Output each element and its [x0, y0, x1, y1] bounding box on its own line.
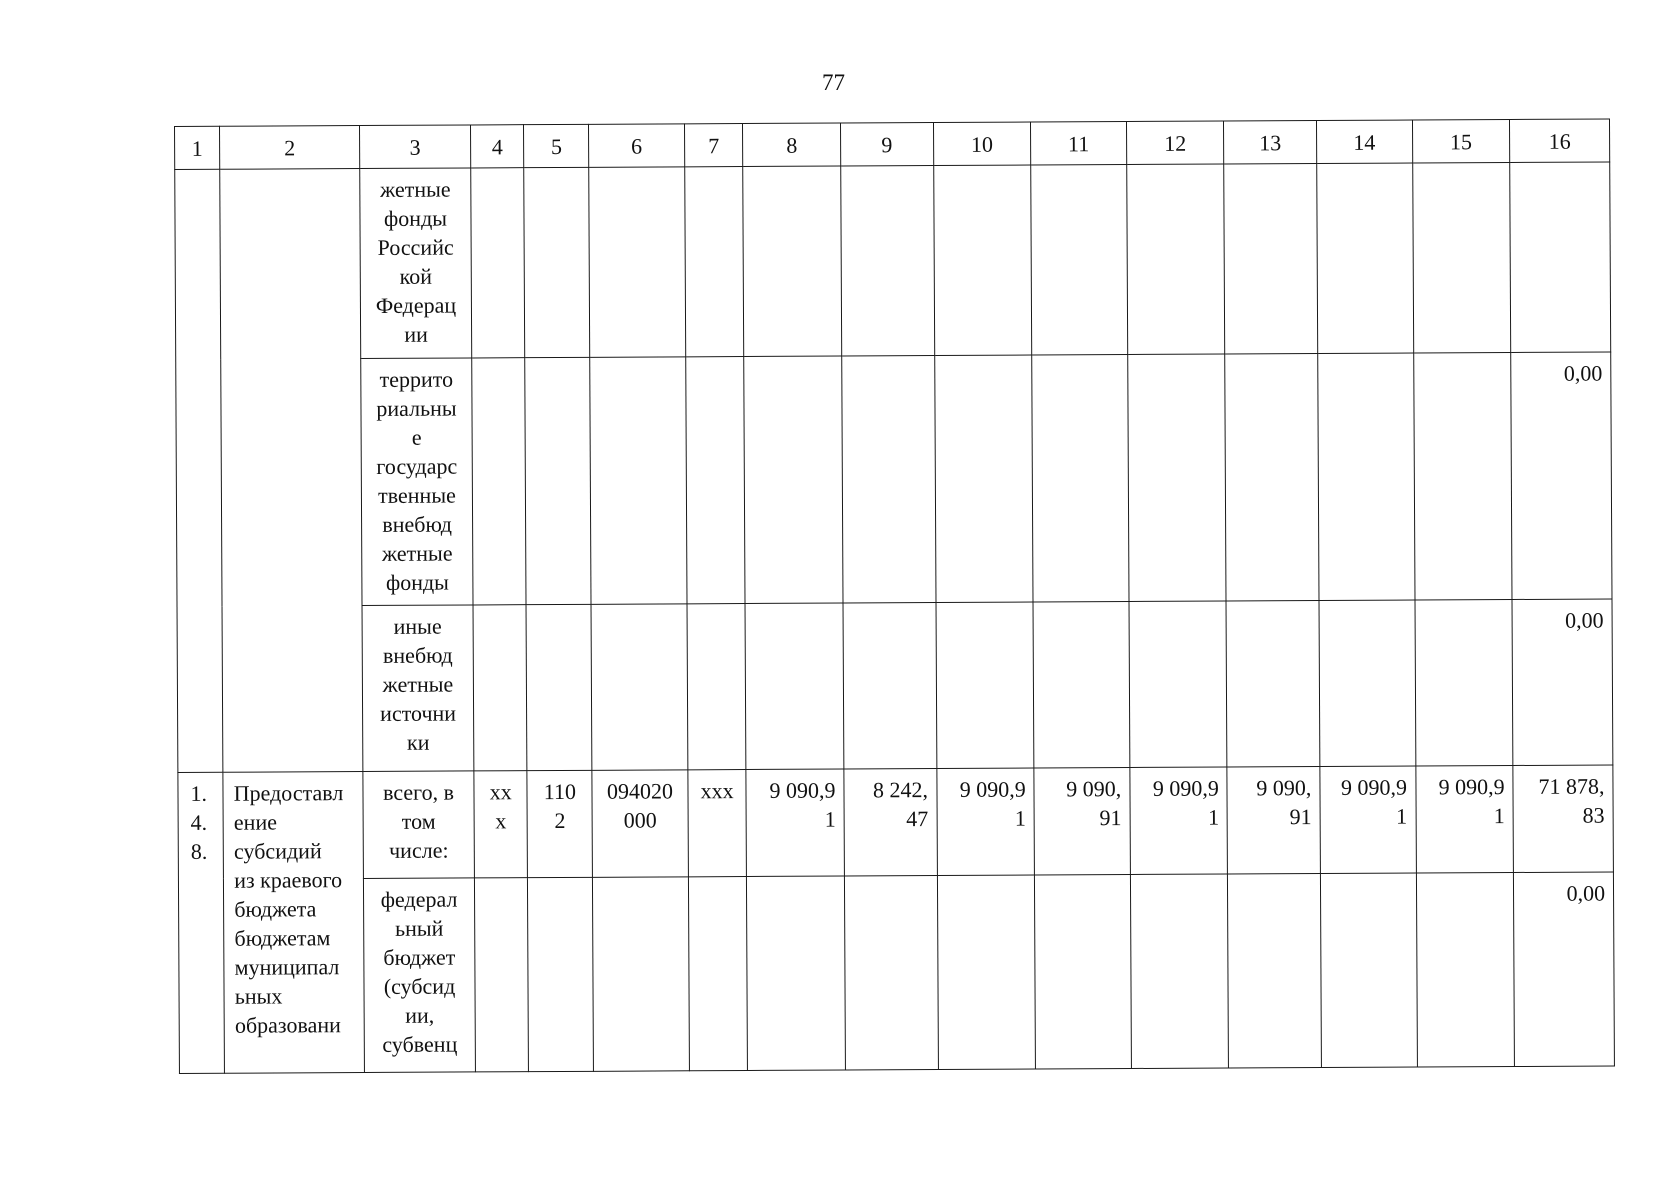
data-cell [747, 876, 846, 1071]
data-cell: 9 090,9 1 [1130, 767, 1228, 874]
data-cell [743, 166, 842, 357]
column-header-3: 3 [360, 125, 471, 169]
source-cell: иные внебюд жетные источни ки [362, 605, 474, 771]
data-cell [1035, 874, 1132, 1069]
data-cell: 8 242, 47 [844, 769, 937, 876]
data-cell [687, 604, 746, 770]
column-header-7: 7 [684, 124, 743, 167]
table-row [176, 352, 1612, 607]
column-header-9: 9 [841, 123, 934, 166]
total-cell: 0,00 [1511, 352, 1612, 600]
data-cell [1319, 600, 1415, 766]
table-row [178, 872, 1614, 1074]
column-header-5: 5 [524, 124, 589, 167]
data-cell [1226, 601, 1319, 767]
data-cell: 9 090,9 1 [936, 768, 1034, 875]
header-row [175, 119, 1610, 170]
data-cell: хх х [474, 771, 528, 878]
data-cell [1129, 601, 1228, 767]
data-cell [686, 357, 746, 605]
data-cell [744, 356, 843, 604]
data-cell: 110 2 [527, 771, 592, 878]
total-cell: 0,00 [1514, 872, 1615, 1067]
data-cell [1228, 873, 1322, 1068]
column-header-13: 13 [1224, 121, 1317, 164]
item-name-cell: Предоставл ение субсидий из краевого бюджета бюджетам муниципал ьных образовани [223, 772, 364, 1073]
table-row [178, 765, 1614, 879]
data-cell [1225, 354, 1319, 602]
data-cell [1031, 165, 1128, 356]
data-cell [844, 875, 938, 1070]
data-cell [843, 603, 936, 769]
column-header-10: 10 [933, 122, 1031, 166]
total-cell [1510, 162, 1611, 353]
data-cell [688, 876, 748, 1070]
data-cell: 9 090, 91 [1227, 767, 1320, 874]
budget-table [174, 118, 1615, 1074]
data-cell [842, 356, 936, 604]
data-cell [1130, 874, 1229, 1069]
data-cell: 9 090,9 1 [1415, 766, 1513, 873]
data-cell [841, 166, 934, 357]
data-cell [933, 165, 1032, 356]
data-cell [685, 167, 745, 357]
data-cell [589, 167, 686, 358]
data-cell [593, 877, 690, 1072]
data-cell [1318, 353, 1415, 601]
data-cell [934, 355, 1033, 603]
column-header-4: 4 [471, 125, 525, 168]
page-number: 77 [822, 70, 845, 95]
column-header-6: 6 [589, 124, 685, 167]
data-cell [1416, 872, 1515, 1067]
column-header-8: 8 [743, 123, 841, 167]
data-cell: 9 090,9 1 [746, 769, 844, 876]
data-cell [473, 605, 527, 771]
data-cell [1317, 163, 1414, 354]
data-cell [1224, 164, 1317, 355]
data-cell [1415, 600, 1514, 766]
table-row [175, 162, 1611, 360]
source-cell: жетные фонды Российс кой Федерац ии [360, 168, 472, 359]
data-cell [525, 357, 591, 605]
total-cell: 0,00 [1512, 599, 1613, 765]
column-header-15: 15 [1412, 120, 1510, 164]
table-row [177, 599, 1613, 772]
data-cell [937, 875, 1036, 1070]
source-cell: всего, в том числе: [363, 771, 475, 878]
data-cell [590, 357, 687, 605]
column-header-12: 12 [1126, 121, 1224, 165]
data-cell: 094020 000 [592, 770, 688, 877]
data-cell [1033, 602, 1129, 768]
data-cell [472, 358, 527, 606]
data-cell [524, 167, 590, 357]
source-cell: террито риальны е государс твенные внебюд жетные фонды [361, 358, 473, 606]
data-cell [591, 604, 687, 770]
data-cell [1412, 163, 1511, 354]
data-cell [474, 878, 528, 1072]
column-header-1: 1 [175, 126, 220, 169]
data-cell [526, 605, 592, 771]
data-cell: 9 090, 91 [1034, 768, 1130, 875]
data-cell [1320, 873, 1417, 1068]
data-cell [1127, 354, 1226, 602]
item-number-cell: 1. 4. 8. [178, 773, 225, 1074]
data-cell [471, 168, 525, 358]
data-cell [1032, 355, 1129, 603]
column-header-2: 2 [220, 126, 360, 170]
data-cell [528, 877, 594, 1071]
column-header-16: 16 [1510, 119, 1610, 163]
source-cell: федерал ьный бюджет (субсид ии, субвенц [363, 878, 475, 1073]
data-cell [936, 602, 1035, 768]
data-cell [745, 603, 844, 769]
number-cell [175, 169, 223, 773]
data-cell [1413, 353, 1512, 601]
column-header-14: 14 [1316, 120, 1412, 163]
column-header-11: 11 [1031, 122, 1127, 165]
data-cell: 9 090,9 1 [1320, 766, 1416, 873]
total-cell: 71 878, 83 [1513, 765, 1613, 872]
name-cell [220, 169, 363, 773]
data-cell [1126, 164, 1225, 355]
data-cell: ххх [688, 770, 747, 877]
